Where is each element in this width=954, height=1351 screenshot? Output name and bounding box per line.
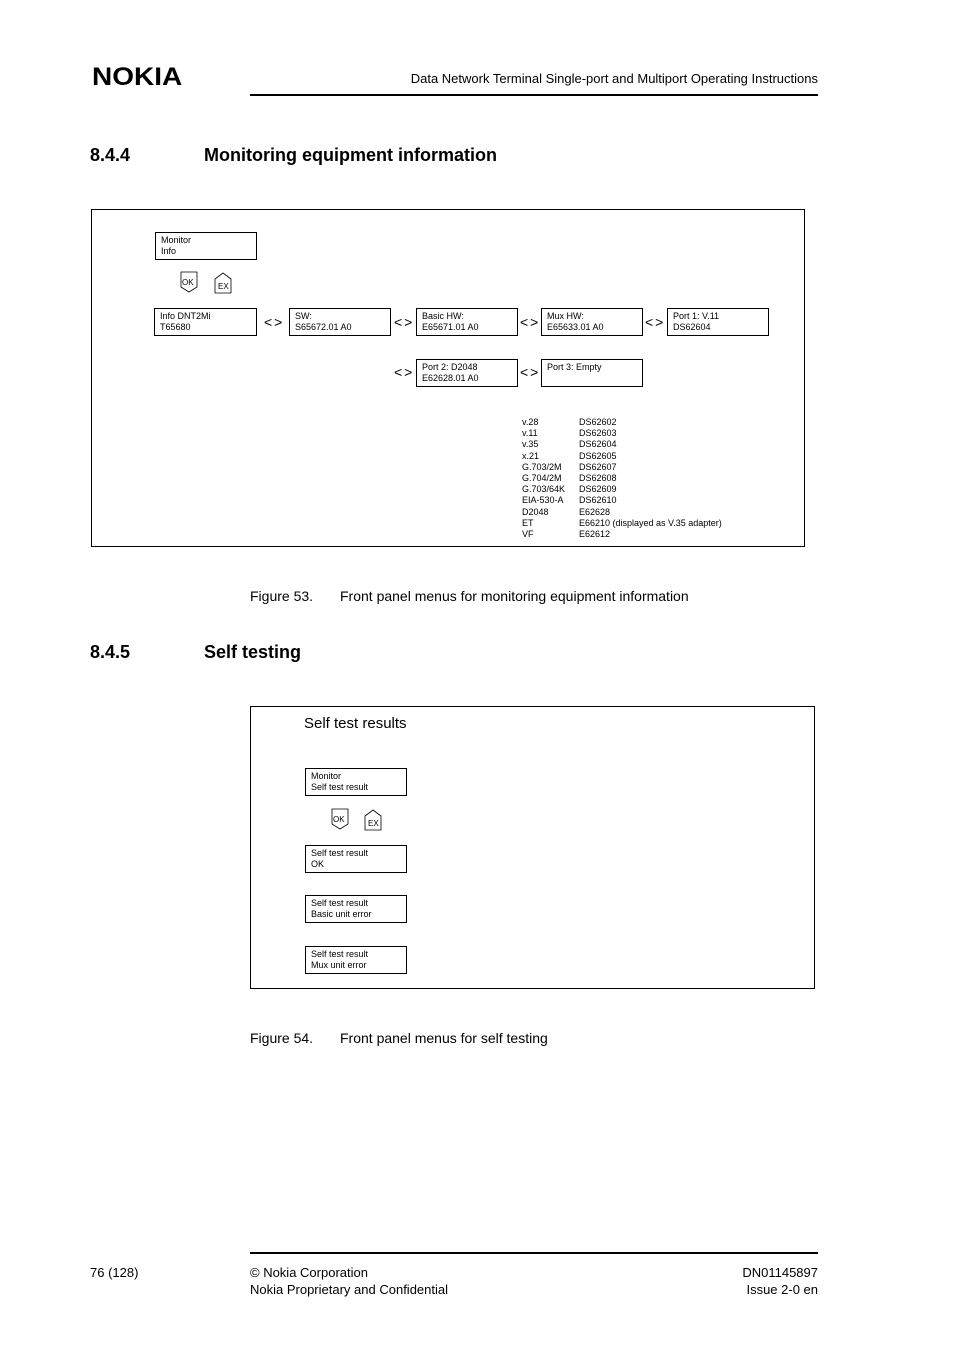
adapter-code-column [579, 417, 722, 540]
document-number: DN01145897 [742, 1265, 818, 1280]
menu-sw-version: SW: S65672.01 A0 [289, 308, 391, 336]
figure-53-caption-label: Figure 53. [250, 588, 314, 604]
section-number-844: 8.4.4 [90, 145, 131, 165]
menu-self-test-ok: Self test result OK [305, 845, 407, 873]
menu-monitor-self-test: Monitor Self test result [305, 768, 407, 796]
ex-key-label: EX [368, 819, 379, 828]
left-right-arrows-icon: <> [520, 364, 541, 380]
menu-self-test-mux-error: Self test result Mux unit error [305, 946, 407, 974]
adapter-code: DS62607 [579, 461, 617, 472]
adapter-type: v.11 [522, 428, 538, 439]
issue-number: Issue 2-0 en [746, 1282, 818, 1297]
menu-mux-hw: Mux HW: E65633.01 A0 [541, 308, 643, 336]
menu-basic-hw: Basic HW: E65671.01 A0 [416, 308, 518, 336]
adapter-type: D2048 [522, 506, 549, 517]
self-test-title: Self test results [304, 715, 407, 732]
menu-port-2: Port 2: D2048 E62628.01 A0 [416, 359, 518, 387]
adapter-type: v.35 [522, 439, 539, 450]
adapter-code: DS62610 [579, 495, 617, 506]
ex-key-icon [364, 809, 382, 836]
menu-port-3: Port 3: Empty [541, 359, 643, 387]
adapter-type: x.21 [522, 450, 540, 461]
section-title-844: Monitoring equipment information [204, 145, 497, 165]
left-right-arrows-icon: <> [264, 314, 285, 330]
figure-54-caption-text: Front panel menus for self testing [340, 1030, 548, 1046]
figure-53-caption-text: Front panel menus for monitoring equipment information [340, 588, 689, 604]
ok-key-icon [331, 808, 349, 835]
figure-54-frame [250, 706, 815, 989]
menu-self-test-basic-error: Self test result Basic unit error [305, 895, 407, 923]
section-number-845: 8.4.5 [90, 642, 131, 662]
adapter-type: ET [522, 517, 534, 528]
left-right-arrows-icon: <> [645, 314, 666, 330]
adapter-code: E62612 [579, 529, 611, 540]
copyright: © Nokia Corporation [250, 1265, 368, 1280]
adapter-code: DS62603 [579, 428, 617, 439]
adapter-code: DS62608 [579, 473, 617, 484]
adapter-code: E66210 (displayed as V.35 adapter) [579, 517, 722, 528]
adapter-type: EIA-530-A [522, 495, 564, 506]
section-title-845: Self testing [204, 642, 302, 662]
adapter-type-column [522, 417, 565, 540]
menu-monitor-info: Monitor Info [155, 232, 257, 260]
left-right-arrows-icon: <> [394, 364, 415, 380]
header-rule [250, 94, 818, 96]
nokia-logo: NOKIA [92, 63, 183, 91]
adapter-type: G.703/64K [522, 484, 566, 495]
menu-port-1: Port 1: V.11 DS62604 [667, 308, 769, 336]
ok-key-label: OK [182, 278, 194, 287]
ok-key-label: OK [333, 815, 345, 824]
document-title: Data Network Terminal Single-port and Multiport Operating Instructions [410, 71, 818, 86]
adapter-code: DS62609 [579, 484, 617, 495]
adapter-code: DS62602 [579, 417, 617, 427]
confidentiality-notice: Nokia Proprietary and Confidential [250, 1282, 448, 1297]
ok-key-icon [180, 271, 198, 298]
adapter-type: VF [522, 529, 534, 540]
adapter-code: E62628 [579, 506, 611, 517]
adapter-type: v.28 [522, 417, 539, 427]
footer-rule [250, 1252, 818, 1254]
ex-key-icon [214, 272, 232, 299]
adapter-type: G.703/2M [522, 461, 562, 472]
figure-53-frame [91, 209, 805, 547]
page-number: 76 (128) [90, 1265, 139, 1280]
adapter-code: DS62604 [579, 439, 617, 450]
left-right-arrows-icon: <> [394, 314, 415, 330]
adapter-type: G.704/2M [522, 473, 562, 484]
adapter-code: DS62605 [579, 450, 617, 461]
figure-54-caption-label: Figure 54. [250, 1030, 314, 1046]
left-right-arrows-icon: <> [520, 314, 541, 330]
ex-key-label: EX [218, 282, 229, 291]
menu-info-dnt2mi: Info DNT2Mi T65680 [154, 308, 257, 336]
